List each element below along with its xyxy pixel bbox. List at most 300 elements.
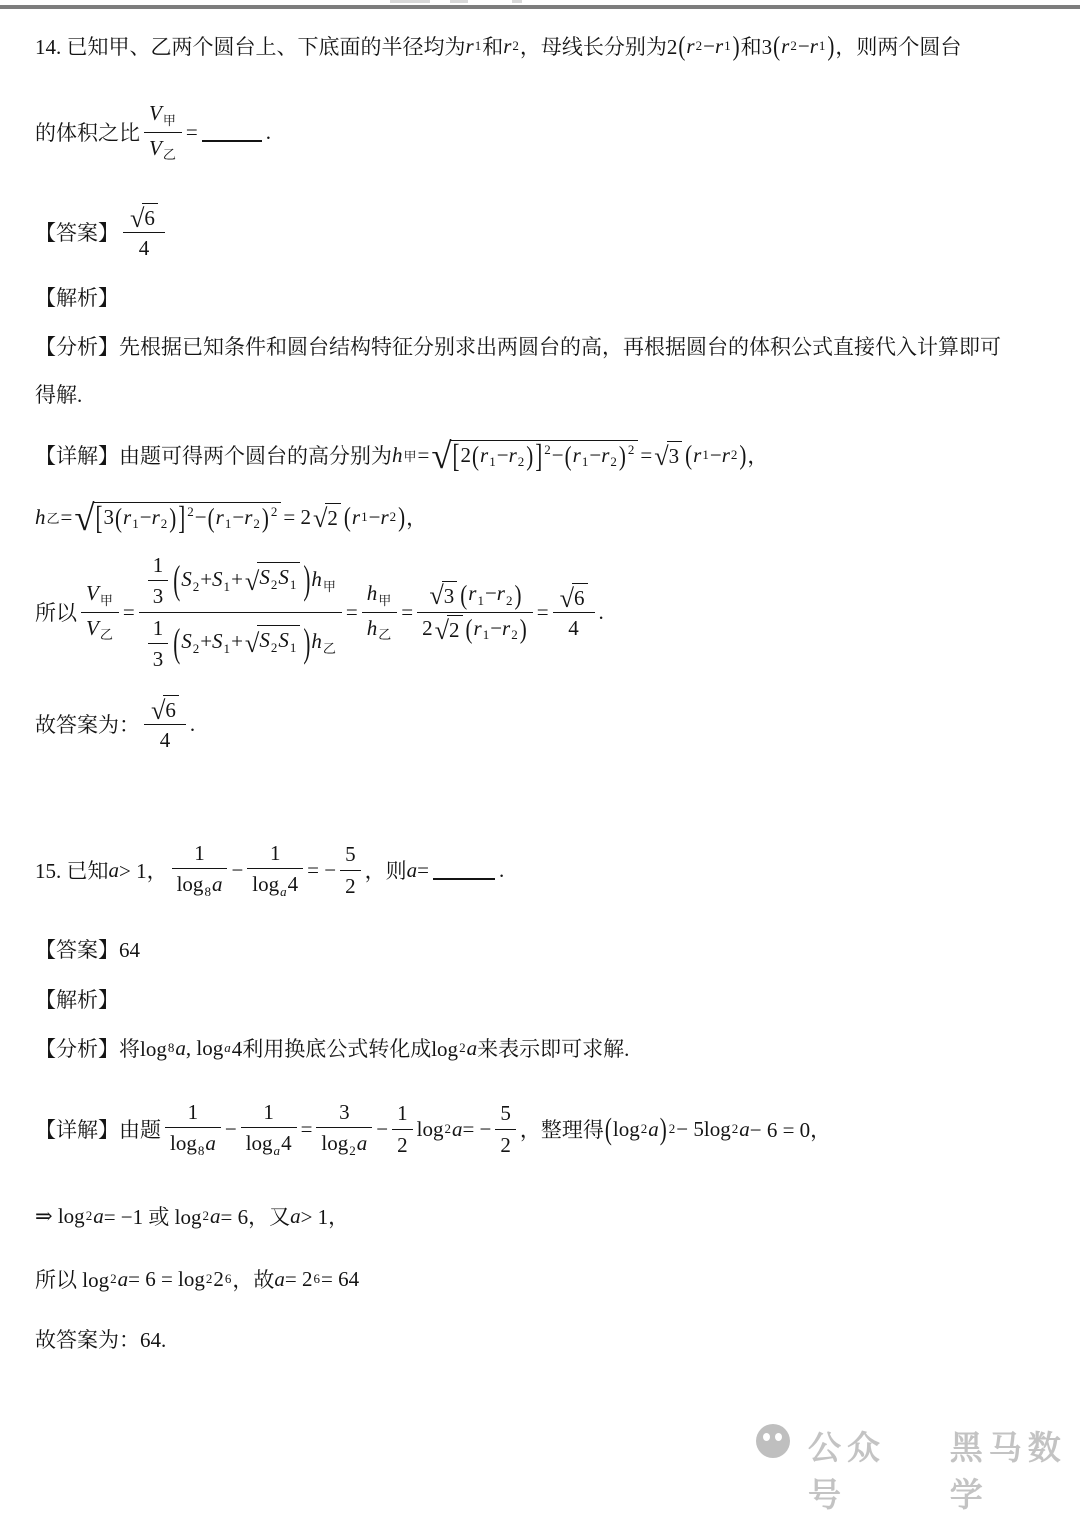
math-token: ) bbox=[303, 557, 311, 603]
math-token: 1 bbox=[482, 627, 490, 643]
q14-statement-line-2 bbox=[35, 92, 271, 172]
math-token bbox=[553, 613, 595, 641]
watermark-logo-icon bbox=[756, 1424, 790, 1458]
math-token: 2 bbox=[422, 615, 433, 640]
q14-conclusion-line bbox=[35, 686, 195, 762]
math-token: a bbox=[356, 1131, 368, 1156]
math-token: r bbox=[151, 504, 160, 529]
math-token: = bbox=[640, 442, 653, 467]
math-token bbox=[667, 441, 683, 468]
math-token: 1 bbox=[152, 553, 164, 577]
math-token: − bbox=[703, 33, 715, 58]
math-token: 2 bbox=[389, 509, 397, 524]
math-token: ) bbox=[514, 579, 522, 611]
math-token: r bbox=[465, 33, 474, 58]
math-token bbox=[392, 1130, 413, 1158]
math-token: 所以 bbox=[35, 601, 77, 625]
math-token: r bbox=[502, 615, 511, 640]
math-token bbox=[244, 625, 300, 659]
math-token: ，母线长分别为2 bbox=[519, 35, 678, 59]
math-token bbox=[434, 615, 463, 645]
math-token: 乙 bbox=[46, 510, 60, 526]
math-token: 2 bbox=[517, 454, 525, 470]
math-token: 3 bbox=[668, 444, 680, 469]
math-token: ] bbox=[178, 499, 186, 537]
math-token: 甲 bbox=[378, 593, 392, 609]
math-token: 2 bbox=[790, 38, 797, 53]
math-token: r bbox=[380, 504, 389, 529]
math-token: 1 bbox=[187, 1099, 199, 1124]
math-token: 1 bbox=[224, 516, 232, 532]
math-token: ) bbox=[303, 619, 311, 666]
math-token bbox=[144, 133, 182, 164]
math-token bbox=[172, 840, 228, 900]
q15-jiexi-label: 【解析】 bbox=[35, 988, 119, 1012]
math-token bbox=[81, 580, 119, 612]
math-token: log bbox=[252, 872, 280, 897]
math-token bbox=[553, 583, 595, 642]
math-token: 2 bbox=[349, 1142, 356, 1158]
math-token bbox=[165, 1128, 221, 1159]
math-token bbox=[417, 580, 533, 643]
math-token: > 1， bbox=[300, 1205, 350, 1229]
math-token: 1 bbox=[581, 454, 589, 470]
math-token: a bbox=[210, 1203, 221, 1228]
math-token: 1 bbox=[223, 641, 231, 656]
math-token: 4 bbox=[287, 872, 299, 897]
math-token bbox=[241, 1099, 297, 1128]
math-token: 乙 bbox=[322, 641, 336, 656]
math-token: 5 bbox=[345, 842, 356, 867]
math-token: a bbox=[290, 1203, 301, 1228]
math-token: log bbox=[170, 1131, 197, 1156]
math-token: S bbox=[278, 627, 289, 652]
math-token: = bbox=[185, 119, 198, 144]
math-token: 2 bbox=[253, 516, 260, 532]
math-token: − bbox=[224, 1116, 237, 1141]
math-token: 3 bbox=[339, 1099, 350, 1124]
math-token: a bbox=[274, 1266, 285, 1291]
math-token: 1 bbox=[477, 593, 484, 609]
math-token: 1 bbox=[263, 1099, 274, 1124]
math-token: ) bbox=[659, 1110, 667, 1146]
math-token: 6 bbox=[313, 1271, 321, 1286]
math-token: 2 bbox=[397, 1132, 408, 1157]
math-token: a bbox=[451, 1116, 463, 1141]
math-token: − bbox=[376, 1116, 389, 1141]
math-token: ) bbox=[526, 440, 534, 472]
math-token: . bbox=[265, 119, 271, 144]
math-token: ( bbox=[173, 619, 181, 666]
math-token: − bbox=[551, 442, 564, 467]
math-token: [ bbox=[95, 499, 103, 537]
math-token: ) bbox=[739, 438, 747, 470]
math-token: r bbox=[480, 442, 489, 467]
math-token: 4 bbox=[281, 1131, 292, 1156]
math-token: √ bbox=[74, 496, 95, 538]
math-token bbox=[316, 1128, 372, 1159]
math-token: h bbox=[366, 581, 378, 606]
page-top-rule bbox=[0, 5, 1080, 9]
math-token: log bbox=[416, 1116, 444, 1141]
math-token: − bbox=[139, 504, 152, 529]
math-token: r bbox=[123, 504, 132, 529]
math-token bbox=[257, 562, 300, 593]
math-token: log bbox=[321, 1131, 349, 1156]
q14-detail-line-2 bbox=[35, 483, 427, 551]
math-token: 8 bbox=[204, 883, 211, 899]
math-token: r bbox=[686, 33, 695, 58]
math-token bbox=[340, 841, 361, 870]
math-token bbox=[417, 613, 533, 644]
math-token: − bbox=[231, 857, 244, 882]
math-token: = − bbox=[307, 857, 337, 882]
math-token bbox=[247, 840, 303, 900]
math-token bbox=[151, 695, 179, 725]
math-token: 4 bbox=[138, 236, 150, 261]
math-token: 【详解】由题 bbox=[35, 1118, 161, 1142]
math-token: a bbox=[466, 1035, 478, 1060]
math-token: r bbox=[714, 33, 724, 58]
math-token: 2 bbox=[187, 504, 194, 520]
math-token: ，整理得 bbox=[519, 1118, 604, 1142]
math-token bbox=[325, 503, 341, 530]
math-token: 1 bbox=[289, 577, 297, 593]
math-token: 【详解】由题可得两个圆台的高分别为 bbox=[35, 444, 392, 468]
math-token bbox=[123, 203, 165, 262]
math-token: a bbox=[648, 1116, 659, 1141]
math-token bbox=[392, 1100, 413, 1158]
math-token: a bbox=[273, 1142, 281, 1158]
math-token: 2 bbox=[270, 504, 278, 520]
math-token: ( bbox=[343, 500, 351, 532]
math-token bbox=[130, 203, 158, 233]
math-token bbox=[202, 122, 262, 142]
math-token: 来表示即可求解. bbox=[477, 1037, 630, 1061]
math-token: = 64 bbox=[321, 1266, 360, 1291]
math-token: = bbox=[401, 599, 414, 624]
math-token: ( bbox=[773, 29, 781, 61]
math-token: a bbox=[739, 1116, 750, 1141]
math-token: ( bbox=[465, 613, 473, 645]
watermark-prefix: 公众号 bbox=[808, 1429, 886, 1513]
q15-detail-line-3 bbox=[35, 1258, 359, 1300]
math-token: ) bbox=[398, 500, 406, 532]
math-token: . bbox=[498, 857, 505, 882]
math-token bbox=[144, 100, 182, 132]
math-token: [ bbox=[452, 437, 460, 475]
math-token: √ bbox=[151, 695, 166, 725]
math-token: ) bbox=[169, 502, 177, 534]
math-token bbox=[144, 695, 186, 726]
math-token: h bbox=[311, 566, 322, 591]
math-token: 【答案】 bbox=[35, 221, 119, 245]
math-token: √ bbox=[654, 442, 669, 472]
math-token: 15. 已知 bbox=[35, 859, 109, 883]
math-token: 甲 bbox=[162, 113, 176, 129]
math-token bbox=[495, 1100, 516, 1158]
math-token: 2 bbox=[640, 1121, 648, 1136]
math-token: 1 bbox=[289, 639, 297, 655]
math-token: 1 bbox=[702, 447, 709, 462]
math-token: 2 bbox=[730, 447, 738, 462]
math-token: + bbox=[231, 566, 243, 591]
math-token: 4 bbox=[159, 728, 171, 753]
math-token: 3 bbox=[152, 584, 164, 609]
math-token: h bbox=[311, 629, 322, 654]
math-token: 2 bbox=[731, 1121, 739, 1136]
math-token: h bbox=[35, 504, 46, 529]
math-token: r bbox=[781, 33, 790, 58]
math-token: = bbox=[60, 504, 73, 529]
math-token bbox=[144, 100, 182, 163]
math-token: 2 bbox=[500, 1132, 511, 1157]
math-token: 1 bbox=[474, 38, 482, 53]
math-token bbox=[139, 552, 342, 672]
math-token: ) bbox=[618, 440, 626, 472]
math-token: 2 bbox=[110, 1271, 117, 1286]
math-token bbox=[123, 233, 165, 261]
math-token: √ bbox=[244, 566, 260, 596]
math-token: 2 bbox=[160, 516, 168, 532]
math-token: = bbox=[417, 442, 430, 467]
math-token bbox=[362, 580, 398, 643]
math-token: 3 bbox=[443, 583, 455, 608]
math-token: ] bbox=[535, 437, 543, 475]
math-token: ) bbox=[519, 613, 527, 645]
math-token: 乙 bbox=[99, 627, 113, 643]
math-token bbox=[241, 1099, 297, 1159]
math-token: 1 bbox=[724, 38, 731, 53]
math-token: 3 bbox=[103, 504, 115, 529]
math-token bbox=[340, 871, 361, 899]
math-token: ( bbox=[604, 1110, 612, 1146]
math-token: − bbox=[709, 442, 722, 467]
math-token bbox=[93, 499, 282, 537]
math-token: + bbox=[200, 629, 213, 654]
math-token: 2 bbox=[505, 593, 513, 609]
q15-answer-line: 【答案】64 bbox=[35, 938, 140, 962]
q15-detail-line-2 bbox=[35, 1198, 349, 1234]
math-token: − bbox=[232, 504, 245, 529]
math-token: √ bbox=[434, 615, 449, 645]
math-token: r bbox=[496, 581, 505, 606]
math-token bbox=[148, 615, 169, 644]
math-token: + bbox=[200, 566, 213, 591]
q14-detail-line-3 bbox=[35, 551, 604, 673]
math-token bbox=[257, 625, 300, 656]
math-token bbox=[316, 1099, 372, 1159]
math-token: 2 bbox=[85, 1208, 93, 1223]
math-token: 1 bbox=[223, 578, 231, 594]
math-token: ( bbox=[472, 440, 480, 472]
math-token: a bbox=[280, 883, 287, 899]
math-token: 1 bbox=[194, 840, 205, 865]
math-token: 2 bbox=[327, 506, 338, 531]
math-token: r bbox=[473, 615, 482, 640]
math-token: 2 bbox=[610, 454, 617, 470]
math-token: 乙 bbox=[162, 147, 176, 163]
math-token bbox=[313, 503, 341, 534]
q14-jiexi-label: 【解析】 bbox=[35, 286, 119, 310]
math-token bbox=[241, 1128, 297, 1159]
math-token: r bbox=[215, 504, 224, 529]
math-token: = 2 bbox=[284, 1266, 313, 1291]
math-token: a bbox=[205, 1131, 216, 1156]
math-token: 8 bbox=[197, 1142, 205, 1158]
math-token: 和 bbox=[482, 35, 504, 59]
math-token: V bbox=[149, 135, 162, 160]
math-token: = 2 bbox=[283, 504, 311, 529]
math-token bbox=[144, 725, 186, 753]
math-token: r bbox=[721, 442, 730, 467]
math-token: a bbox=[108, 857, 119, 882]
math-token: ⇒ log bbox=[35, 1203, 85, 1228]
math-token: 2 bbox=[205, 1271, 213, 1286]
math-token: 2 bbox=[213, 1266, 224, 1291]
math-token bbox=[447, 615, 463, 642]
math-token: = bbox=[345, 599, 358, 624]
math-token: a bbox=[93, 1203, 104, 1228]
math-token: a bbox=[211, 872, 223, 897]
math-token: 故答案为： bbox=[35, 713, 140, 737]
math-token: 4 bbox=[568, 616, 579, 641]
math-token: S bbox=[212, 629, 223, 654]
math-token: √ bbox=[429, 581, 444, 611]
math-token: V bbox=[149, 101, 162, 126]
math-token bbox=[74, 496, 281, 538]
math-token: √ bbox=[431, 434, 452, 476]
math-token: ) bbox=[261, 502, 269, 534]
math-token: − 5log bbox=[676, 1116, 731, 1141]
math-token: = −1 或 log bbox=[103, 1205, 202, 1229]
math-token bbox=[553, 583, 595, 614]
math-token: 2 bbox=[695, 38, 703, 53]
math-token: 1 bbox=[269, 840, 281, 865]
math-token: V bbox=[86, 615, 99, 640]
math-token: h bbox=[366, 615, 378, 640]
math-token bbox=[142, 203, 158, 230]
q15-fenxi-line bbox=[35, 1028, 629, 1068]
math-token: 2 bbox=[270, 577, 278, 593]
math-token: . bbox=[598, 599, 604, 624]
page-edge-artifact bbox=[512, 0, 522, 3]
math-token: √ bbox=[130, 203, 145, 233]
math-token: 2 bbox=[444, 1121, 451, 1136]
math-token: log bbox=[612, 1116, 640, 1141]
math-token: ) bbox=[732, 29, 740, 61]
math-token: − bbox=[484, 581, 497, 606]
q15-statement-line bbox=[35, 832, 504, 908]
math-token: r bbox=[809, 33, 818, 58]
math-token: = bbox=[300, 1116, 313, 1141]
q14-fenxi-line-2: 得解. bbox=[35, 383, 83, 407]
math-token: ( bbox=[564, 440, 572, 472]
math-token: > 1， bbox=[119, 859, 168, 883]
math-token: 甲 bbox=[99, 593, 113, 609]
math-token: − bbox=[490, 615, 503, 640]
math-token: 6 bbox=[224, 1271, 232, 1286]
math-token: 4利用换底公式转化成log bbox=[231, 1037, 459, 1061]
math-token: 甲 bbox=[322, 578, 336, 594]
math-token: h bbox=[392, 442, 403, 467]
math-token bbox=[139, 613, 342, 673]
math-token bbox=[654, 441, 682, 472]
math-token: r bbox=[601, 442, 610, 467]
math-token: 5 bbox=[500, 1101, 511, 1126]
math-token: = bbox=[536, 599, 549, 624]
math-token: = 6 = log bbox=[128, 1266, 205, 1291]
math-token: 2 bbox=[627, 442, 635, 458]
math-token bbox=[123, 203, 165, 234]
math-token: a bbox=[175, 1035, 186, 1060]
math-token: 14. 已知甲、乙两个圆台上、下底面的半径均为 bbox=[35, 35, 466, 59]
math-token: r bbox=[351, 504, 361, 529]
math-token bbox=[144, 695, 186, 754]
math-token: S bbox=[212, 566, 223, 591]
math-token: 和3 bbox=[740, 35, 773, 59]
math-token: 2 bbox=[449, 617, 460, 642]
math-token: 3 bbox=[152, 646, 164, 671]
math-token: = bbox=[122, 599, 135, 624]
math-token: a bbox=[117, 1266, 129, 1291]
math-token bbox=[81, 580, 119, 643]
watermark bbox=[756, 1422, 1080, 1516]
math-token bbox=[559, 583, 588, 613]
math-token bbox=[148, 644, 169, 672]
math-token: 1 bbox=[132, 516, 139, 532]
q14-detail-line-1 bbox=[35, 421, 768, 489]
math-token: S bbox=[259, 627, 270, 652]
math-token bbox=[450, 437, 639, 475]
math-token: a bbox=[406, 857, 418, 882]
math-token: V bbox=[86, 581, 99, 606]
math-token bbox=[247, 869, 303, 900]
math-token: 乙 bbox=[378, 627, 392, 643]
math-token: 甲 bbox=[403, 448, 417, 464]
math-token bbox=[431, 434, 638, 476]
math-token bbox=[148, 581, 169, 609]
math-token bbox=[163, 695, 179, 722]
math-token: − bbox=[589, 442, 602, 467]
math-token bbox=[165, 1099, 221, 1128]
math-token bbox=[362, 613, 398, 644]
math-token: 6 bbox=[144, 205, 155, 230]
math-token: . bbox=[189, 711, 196, 736]
math-token: S bbox=[181, 629, 192, 654]
math-token: ( bbox=[173, 557, 181, 603]
math-token: r bbox=[503, 33, 512, 58]
math-token: r bbox=[693, 442, 702, 467]
math-token bbox=[362, 580, 398, 612]
math-token: 1 bbox=[361, 509, 368, 524]
math-token: S bbox=[259, 565, 270, 590]
math-token: + bbox=[231, 629, 243, 654]
math-token: , log bbox=[185, 1035, 224, 1060]
math-token: √ bbox=[559, 583, 575, 613]
math-token: ) bbox=[827, 29, 835, 61]
math-token bbox=[172, 869, 228, 900]
math-token: ，则 bbox=[364, 859, 407, 883]
math-token bbox=[429, 581, 457, 611]
math-token: 2 bbox=[512, 38, 519, 53]
q15-conclusion-line: 故答案为：64. bbox=[35, 1328, 167, 1352]
math-token: r bbox=[572, 442, 581, 467]
math-token: 2 bbox=[202, 1208, 209, 1223]
math-token: log bbox=[176, 872, 204, 897]
watermark-brand: 黑马数学 bbox=[949, 1429, 1067, 1513]
math-token: r bbox=[508, 442, 517, 467]
